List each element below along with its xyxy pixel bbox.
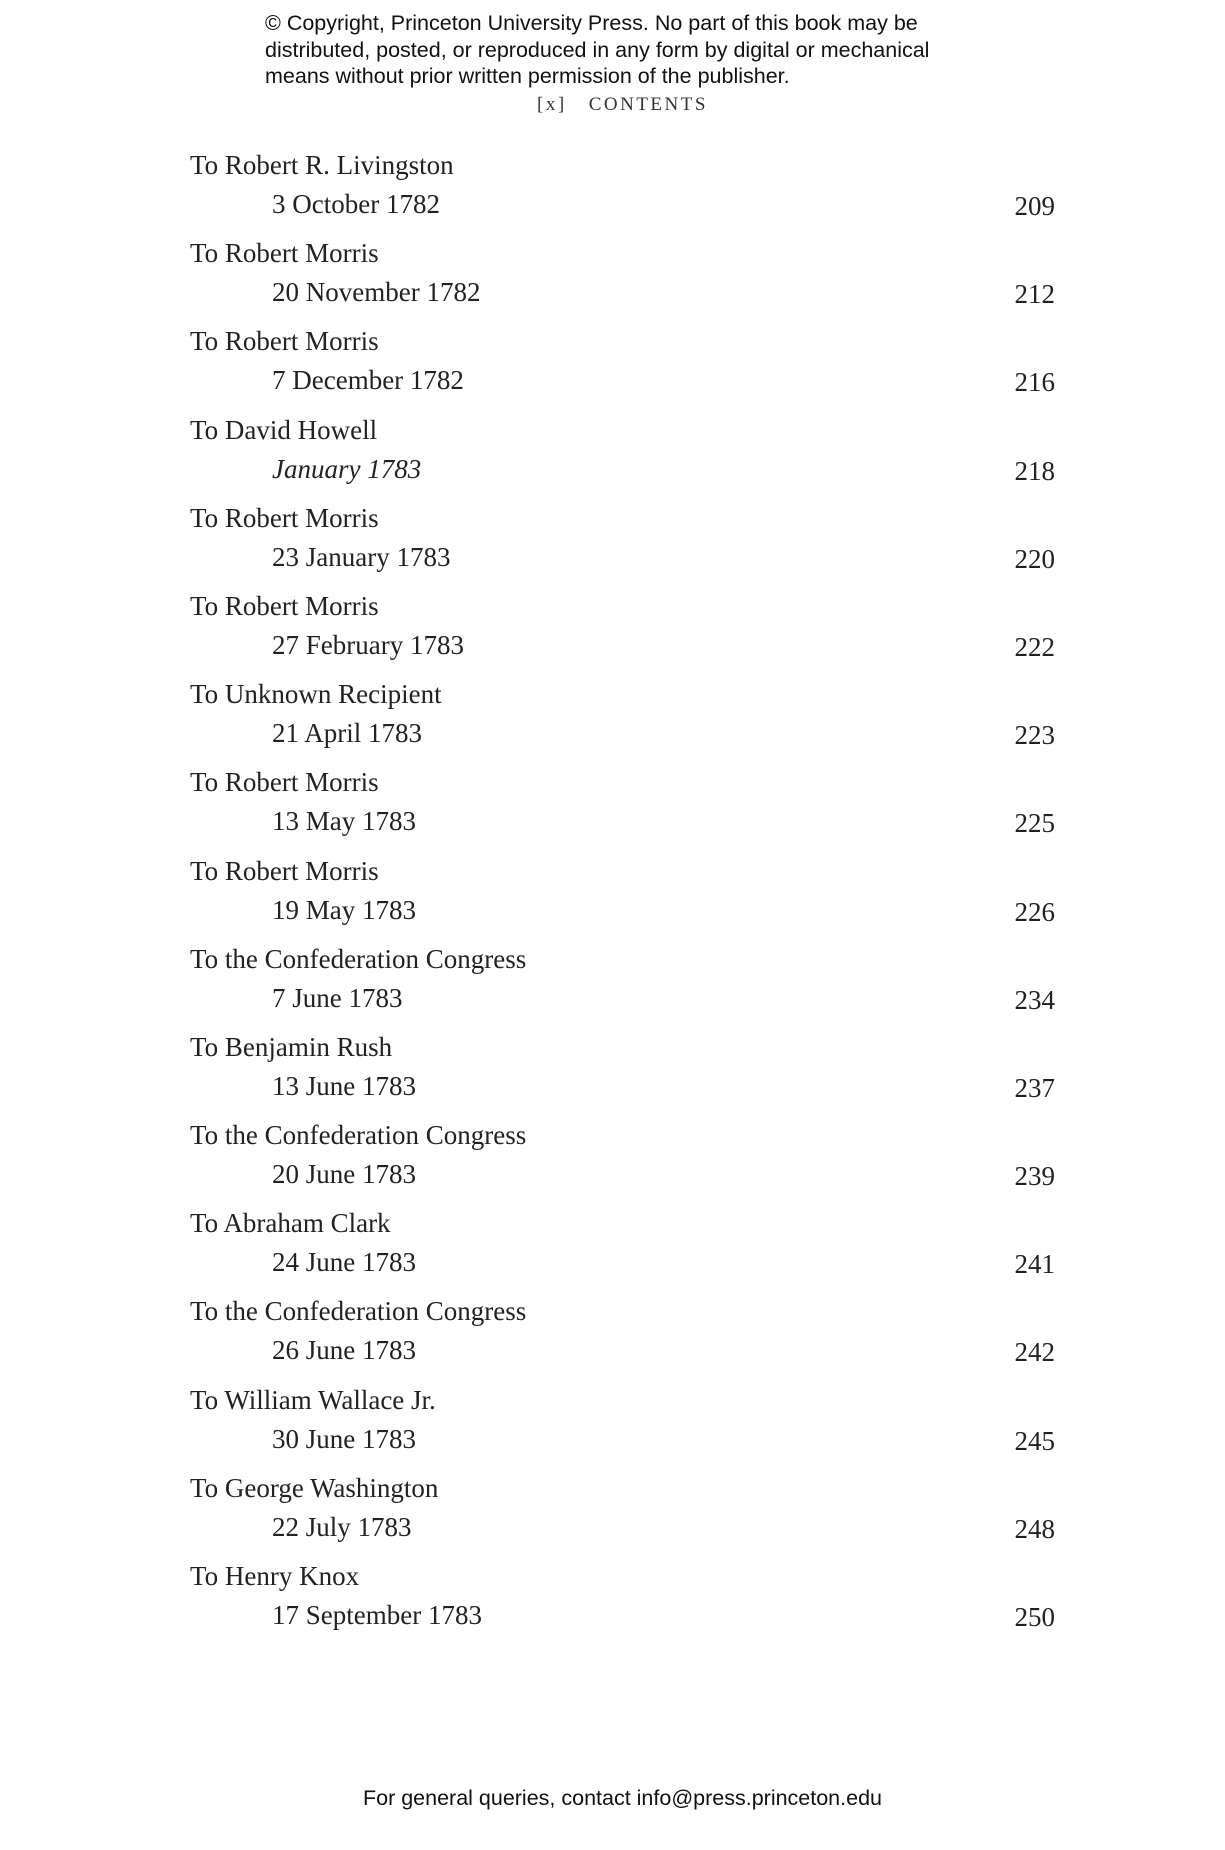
- toc-entry-page-number: 237: [1014, 1072, 1055, 1103]
- toc-entry: [190, 233, 1055, 321]
- footer-contact: For general queries, contact info@press.princeton.edu: [362, 1786, 882, 1810]
- toc-entry-date: 13 May 1783: [272, 806, 416, 837]
- copyright-notice: [265, 10, 1025, 90]
- toc-entry: [190, 321, 1055, 409]
- toc-entry-recipient: To Robert Morris: [190, 238, 379, 269]
- toc-entry-date: 3 October 1782: [272, 189, 440, 219]
- toc-entry-date: 24 June 1783: [272, 1247, 416, 1278]
- toc-entry: [190, 586, 1055, 674]
- toc-entry-recipient: To Unknown Recipient: [190, 679, 442, 710]
- copyright-line: means without prior written permission of the publisher.: [265, 64, 790, 88]
- toc-entry-date: 21 April 1783: [272, 718, 423, 749]
- toc-entry-recipient: To Robert Morris: [190, 855, 379, 886]
- toc-entry: [190, 674, 1055, 762]
- toc-entry-recipient: To the Confederation Congress: [190, 1120, 527, 1151]
- page-folio: [x]: [537, 94, 567, 115]
- toc-entry-date: 20 June 1783: [272, 1159, 416, 1190]
- toc-entry-page-number: 242: [1014, 1337, 1055, 1368]
- toc-entry-date: 26 June 1783: [272, 1335, 416, 1366]
- toc-entry-recipient: To Robert R. Livingston: [190, 150, 454, 180]
- page-title: CONTENTS: [588, 94, 708, 115]
- toc-entry-date: 17 September 1783: [272, 1600, 482, 1630]
- toc-entry: [190, 1468, 1055, 1556]
- toc-entry: [190, 498, 1055, 586]
- toc-entry-date: January 1783: [272, 453, 422, 484]
- toc-entry-page-number: 220: [1014, 543, 1055, 574]
- toc-entry-recipient: To the Confederation Congress: [190, 943, 527, 974]
- copyright-line: © Copyright, Princeton University Press. No part of this book may be: [265, 11, 918, 35]
- toc-entry-page-number: 250: [1014, 1602, 1055, 1632]
- toc-entry: [190, 939, 1055, 1027]
- toc-entry-recipient: To George Washington: [190, 1472, 439, 1503]
- toc-entry-recipient: To the Confederation Congress: [190, 1296, 527, 1327]
- toc-entry-page-number: 212: [1014, 279, 1055, 310]
- toc-entry-date: 22 July 1783: [272, 1511, 412, 1542]
- toc-entry-page-number: 216: [1014, 367, 1055, 398]
- toc-entry-recipient: To Abraham Clark: [190, 1208, 391, 1239]
- toc-entry-page-number: 239: [1014, 1161, 1055, 1192]
- copyright-line: distributed, posted, or reproduced in any form by digital or mechanical: [265, 37, 930, 62]
- toc-entry-page-number: 222: [1014, 631, 1055, 662]
- running-head: [0, 94, 1225, 116]
- toc-entry: [190, 1115, 1055, 1203]
- toc-entry: [190, 1380, 1055, 1468]
- toc-entry-recipient: To Robert Morris: [190, 767, 379, 798]
- toc-entry-date: 7 June 1783: [272, 982, 403, 1013]
- toc-entry-date: 20 November 1782: [272, 277, 481, 308]
- toc-entry-recipient: To William Wallace Jr.: [190, 1384, 436, 1415]
- toc-entry: [190, 1027, 1055, 1115]
- toc-entry: [190, 851, 1055, 939]
- toc-entry: [190, 1556, 1055, 1644]
- toc-entry-page-number: 248: [1014, 1513, 1055, 1544]
- toc-entry-page-number: 209: [1014, 191, 1055, 221]
- toc-entry: [190, 1291, 1055, 1379]
- toc-entry-recipient: To David Howell: [190, 414, 378, 445]
- toc-entry-recipient: To Robert Morris: [190, 502, 379, 533]
- toc-entry-page-number: 225: [1014, 808, 1055, 839]
- toc-entry-date: 23 January 1783: [272, 541, 451, 572]
- toc-entry-recipient: To Robert Morris: [190, 590, 379, 621]
- toc-entry-recipient: To Henry Knox: [190, 1561, 360, 1591]
- toc-entry-page-number: 241: [1014, 1249, 1055, 1280]
- toc-entry-page-number: 245: [1014, 1425, 1055, 1456]
- toc-entry-recipient: To Benjamin Rush: [190, 1031, 393, 1062]
- toc-entry-date: 30 June 1783: [272, 1423, 416, 1454]
- table-of-contents: [190, 145, 1055, 1644]
- toc-entry-date: 27 February 1783: [272, 629, 464, 660]
- toc-entry-page-number: 234: [1014, 984, 1055, 1015]
- toc-entry: [190, 762, 1055, 850]
- toc-entry-date: 19 May 1783: [272, 894, 416, 925]
- toc-entry-page-number: 218: [1014, 455, 1055, 486]
- toc-entry-date: 13 June 1783: [272, 1070, 416, 1101]
- toc-entry-date: 7 December 1782: [272, 365, 464, 396]
- toc-entry: [190, 1203, 1055, 1291]
- toc-entry-page-number: 223: [1014, 720, 1055, 751]
- toc-entry: [190, 145, 1055, 233]
- toc-entry: [190, 410, 1055, 498]
- toc-entry-page-number: 226: [1014, 896, 1055, 927]
- toc-entry-recipient: To Robert Morris: [190, 326, 379, 357]
